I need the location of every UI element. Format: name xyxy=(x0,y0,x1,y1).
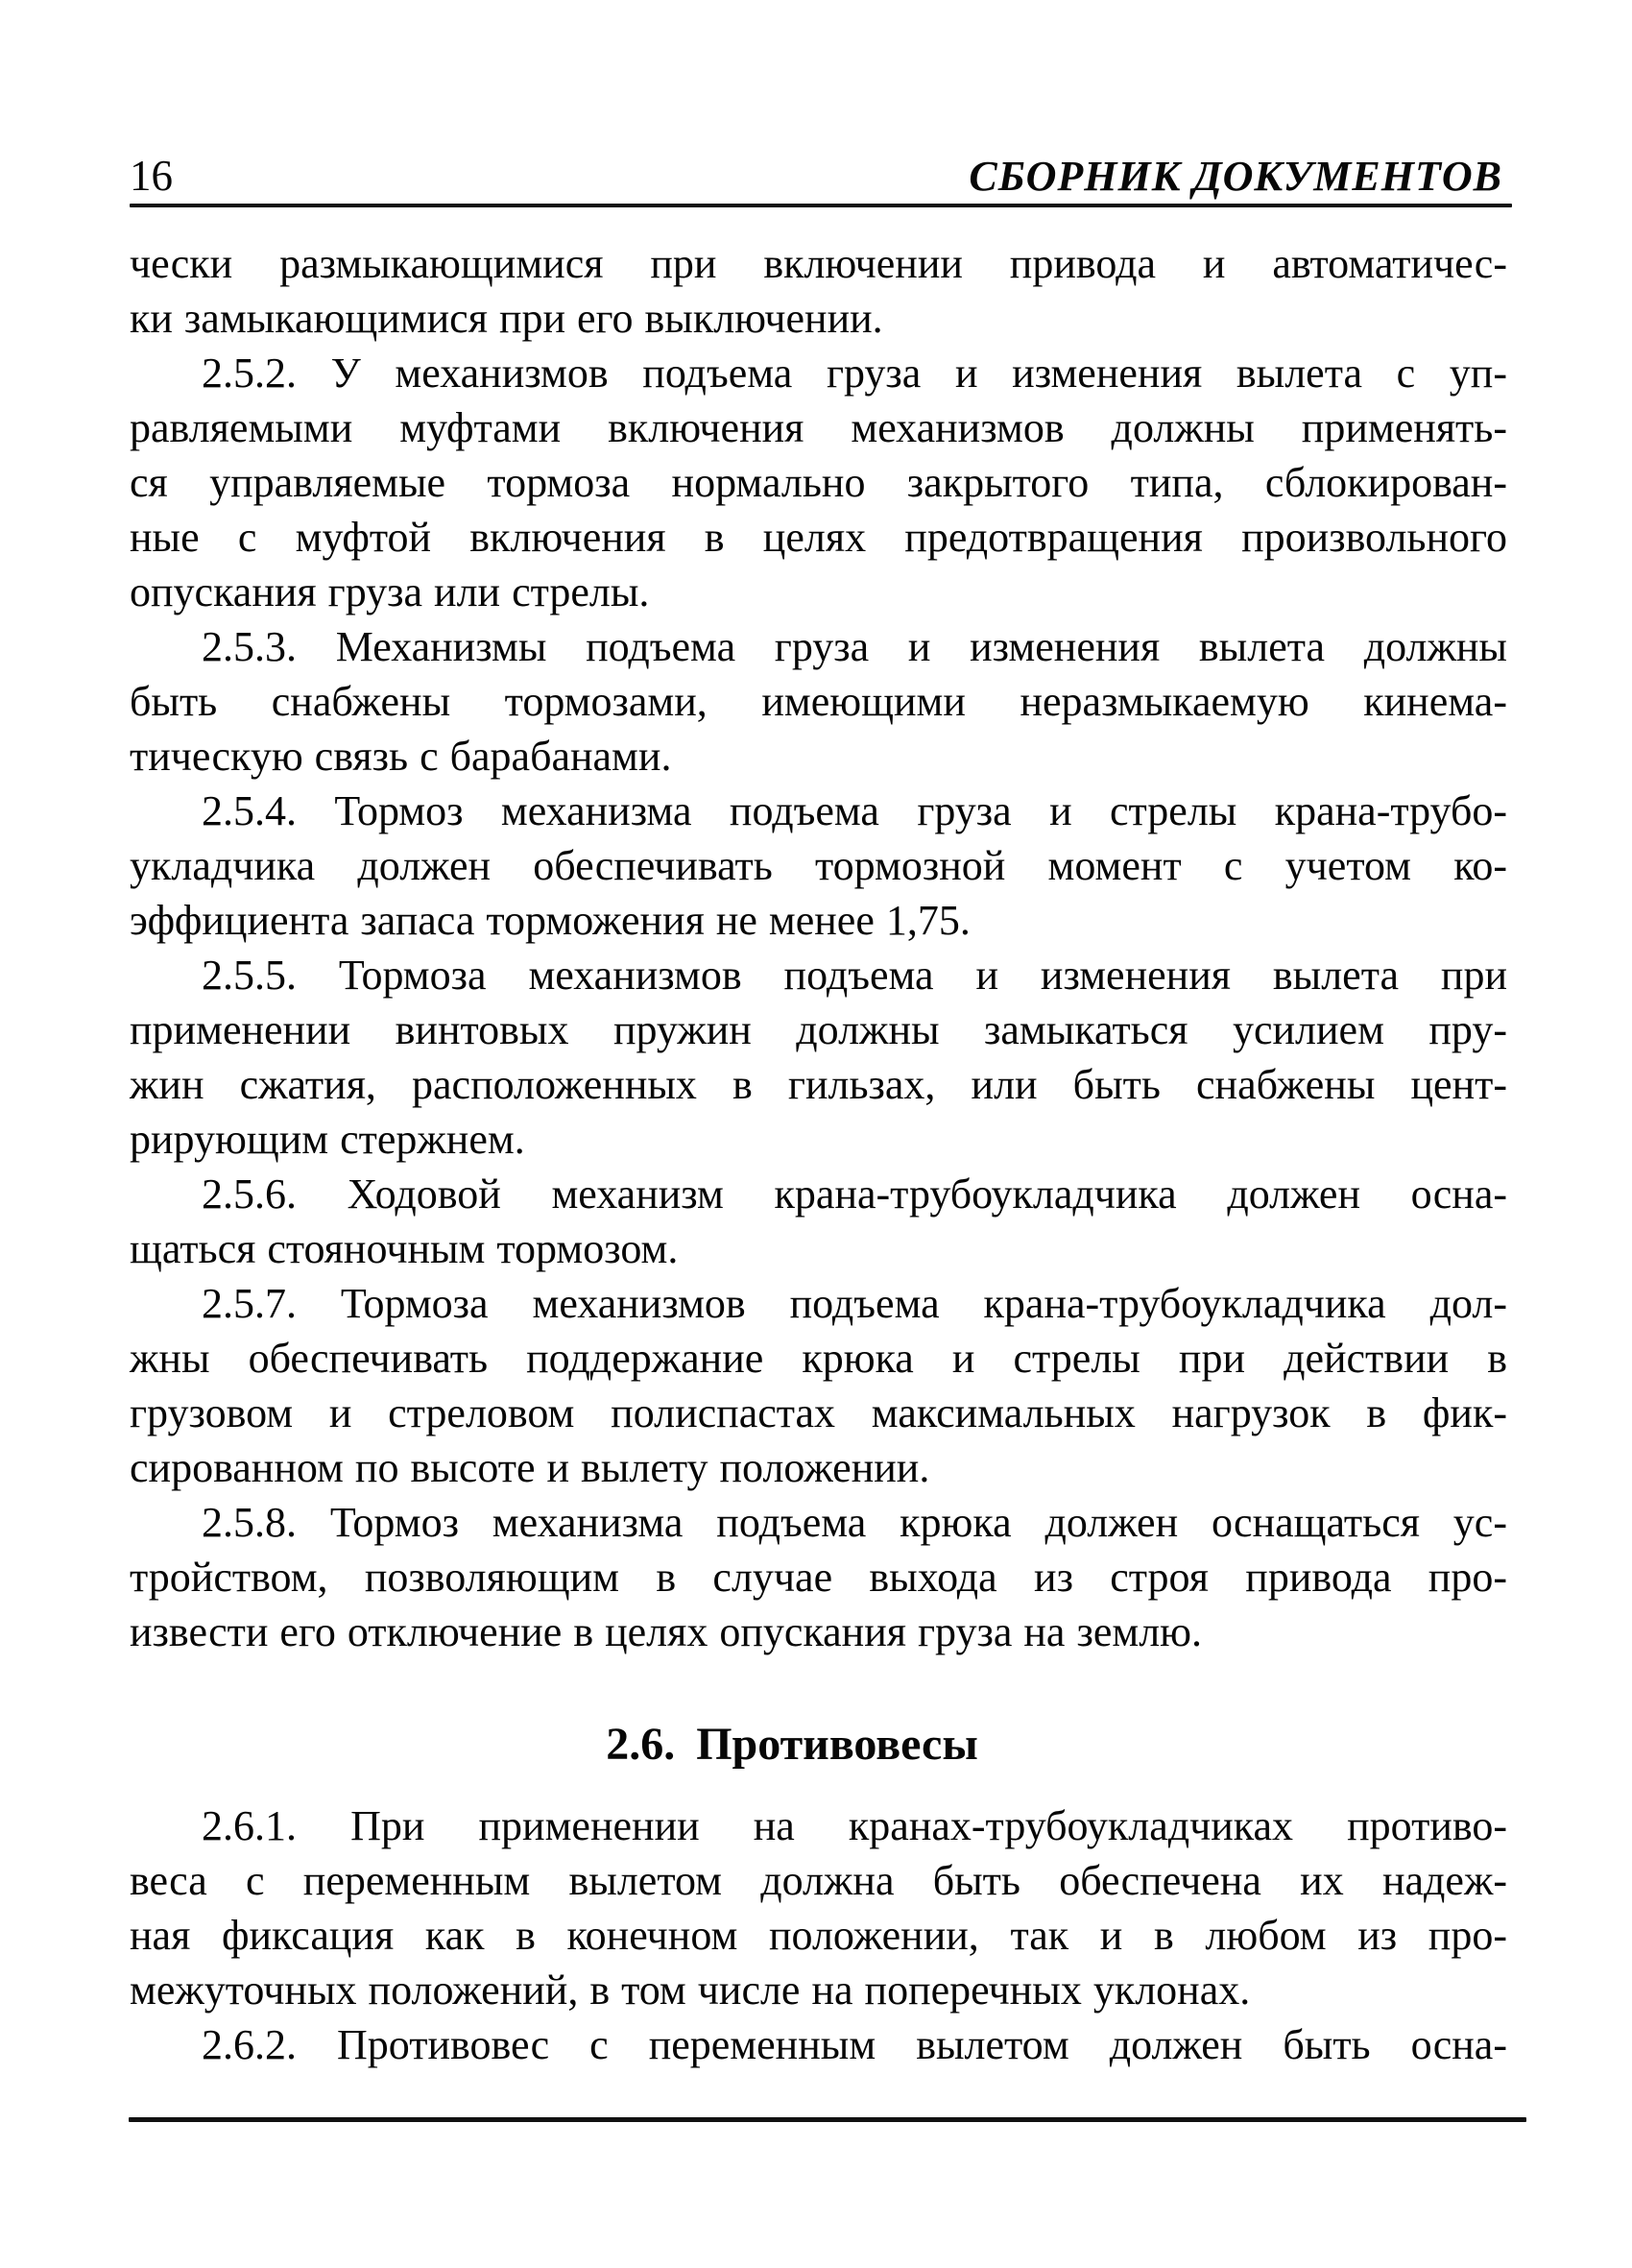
text-line: рирующим стержнем. xyxy=(130,1116,525,1163)
section-heading: 2.6. Противовесы xyxy=(606,1719,978,1770)
text-line: 2.6.1. При применении на кранах-трубоукладчиках противо- xyxy=(202,1802,1507,1849)
text-line: 2.5.5. Тормоза механизмов подъема и изменения вылета при xyxy=(202,952,1507,999)
text-line: межуточных положений, в том числе на поперечных уклонах. xyxy=(130,1966,1251,2014)
text-line: грузовом и стреловом полиспастах максимальных нагрузок в фик- xyxy=(130,1389,1507,1436)
running-header xyxy=(130,152,1502,201)
text-line: эффициента запаса торможения не менее 1,75. xyxy=(130,897,971,944)
text-line: 2.6.2. Противовес с переменным вылетом должен быть осна- xyxy=(202,2021,1507,2068)
text-line: щаться стояночным тормозом. xyxy=(130,1225,679,1272)
text-line: 2.5.3. Механизмы подъема груза и изменения вылета должны xyxy=(202,623,1507,670)
text-line: 2.5.8. Тормоз механизма подъема крюка должен оснащаться ус- xyxy=(202,1499,1507,1546)
text-line: ные с муфтой включения в целях предотвращения произвольного xyxy=(130,514,1507,561)
text-line: жны обеспечивать поддержание крюка и стрелы при действии в xyxy=(130,1335,1507,1382)
text-line: 2.5.6. Ходовой механизм крана-трубоукладчика должен осна- xyxy=(202,1170,1507,1218)
body-text xyxy=(130,236,1507,2072)
text-line: сированном по высоте и вылету положении. xyxy=(130,1444,930,1491)
text-line: веса с переменным вылетом должна быть обеспечена их надеж- xyxy=(130,1857,1507,1904)
text-line: укладчика должен обеспечивать тормозной момент с учетом ко- xyxy=(130,842,1507,889)
text-line: тройством, позволяющим в случае выхода из строя привода про- xyxy=(130,1554,1507,1601)
text-line: ки замыкающимися при его выключении. xyxy=(130,295,883,342)
text-line: жин сжатия, расположенных в гильзах, или быть снабжены цент- xyxy=(130,1061,1507,1108)
text-line: быть снабжены тормозами, имеющими неразмыкаемую кинема- xyxy=(130,678,1507,725)
footer-rule xyxy=(129,2117,1526,2122)
text-line: 2.5.7. Тормоза механизмов подъема крана-трубоукладчика дол- xyxy=(202,1280,1507,1327)
text-line: равляемыми муфтами включения механизмов должны применять- xyxy=(130,404,1507,451)
text-line: 2.5.2. У механизмов подъема груза и изменения вылета с уп- xyxy=(202,350,1507,397)
page-number: 16 xyxy=(130,152,173,200)
running-header-title: СБОРНИК ДОКУМЕНТОВ xyxy=(969,153,1502,200)
header-rule xyxy=(130,204,1512,207)
text-line: тическую связь с барабанами. xyxy=(130,733,672,780)
text-line: применении винтовых пружин должны замыкаться усилием пру- xyxy=(130,1006,1507,1053)
text-line: извести его отключение в целях опускания груза на землю. xyxy=(130,1608,1203,1655)
text-line: чески размыкающимися при включении привода и автоматичес- xyxy=(130,240,1507,287)
text-line: ся управляемые тормоза нормально закрытого типа, сблокирован- xyxy=(130,459,1507,506)
text-line: 2.5.4. Тормоз механизма подъема груза и стрелы крана-трубо- xyxy=(202,787,1507,834)
text-line: ная фиксация как в конечном положении, так и в любом из про- xyxy=(130,1912,1507,1959)
text-line: опускания груза или стрелы. xyxy=(130,568,650,615)
